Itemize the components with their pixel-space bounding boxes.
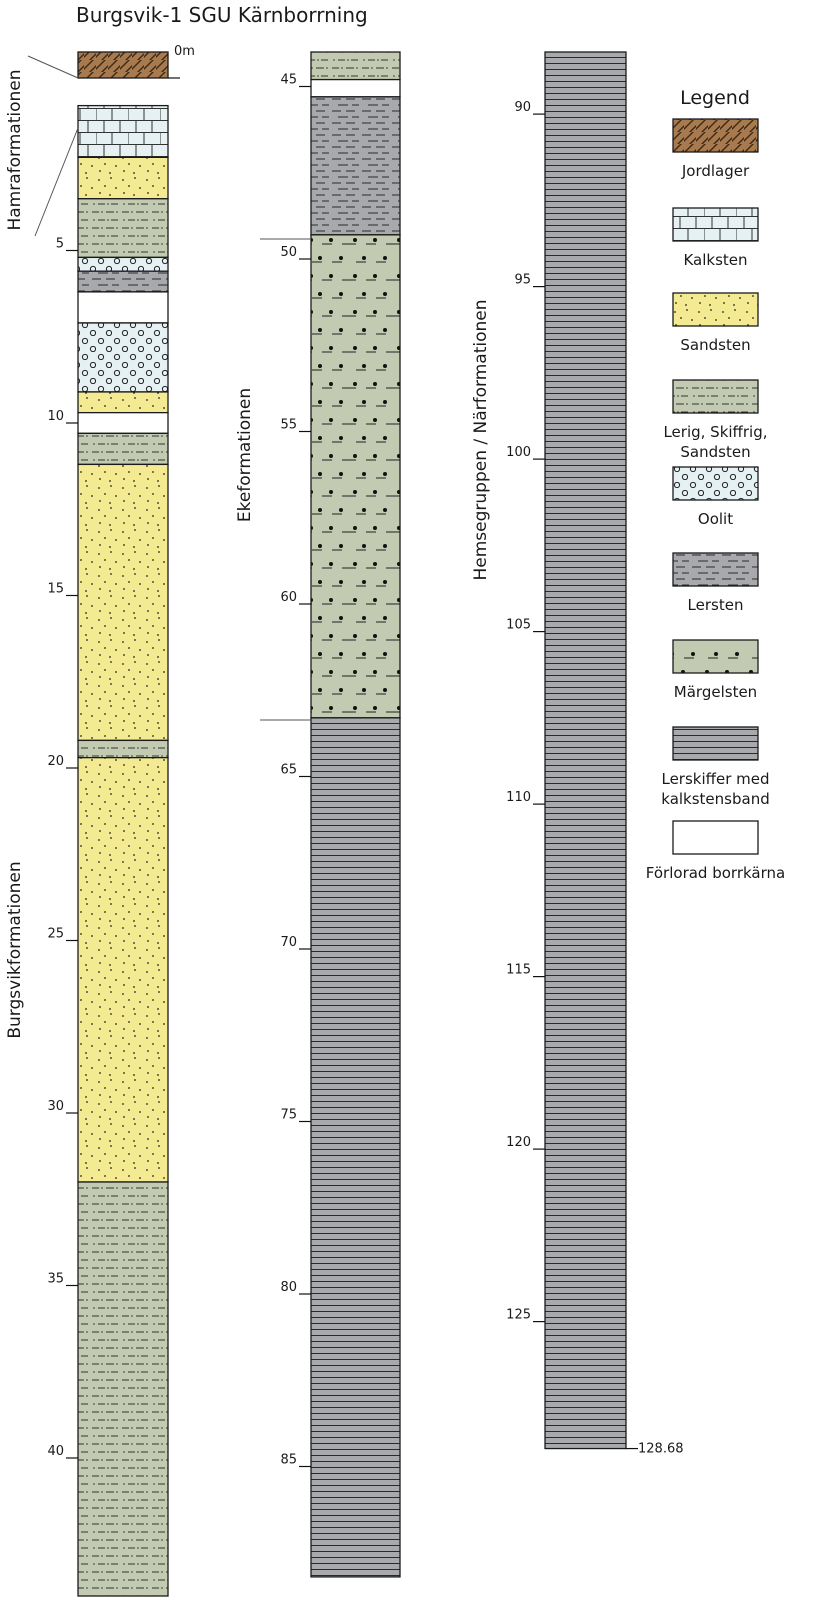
depth-tick-label: 95	[514, 272, 531, 288]
legend-swatch-lerskiffer	[673, 727, 758, 760]
legend-label-lerig: Lerig, Skiffrig,	[663, 423, 768, 441]
legend-label-lerskiffer: Lerskiffer med	[661, 770, 770, 788]
legend-label-lost: Förlorad borrkärna	[645, 864, 786, 882]
layer-sand	[78, 758, 168, 1182]
layer-lerig	[78, 740, 168, 757]
total-depth-label: 128.68	[638, 1441, 684, 1457]
depth-tick-label: 55	[280, 417, 297, 433]
core-columns	[78, 52, 626, 1596]
legend-label-oolit: Oolit	[697, 510, 734, 528]
surface-guide	[28, 56, 78, 78]
legend-swatch-sand	[673, 293, 758, 326]
layer-sand	[78, 157, 168, 198]
layer-lerskiffer	[311, 718, 400, 1577]
legend-swatch-lersten	[673, 553, 758, 586]
legend-label-lersten: Lersten	[687, 596, 744, 614]
layer-lost	[78, 413, 168, 434]
legend-swatch-kalk	[673, 208, 758, 241]
depth-tick-label: 80	[280, 1280, 297, 1295]
layer-oolit	[78, 257, 168, 271]
depth-tick-label: 15	[47, 581, 64, 597]
depth-tick-label: 60	[280, 590, 297, 605]
legend-label-sand: Sandsten	[680, 336, 751, 354]
layer-sand	[78, 464, 168, 740]
legend	[646, 87, 785, 882]
depth-tick-label: 50	[280, 245, 297, 260]
layer-oolit	[78, 323, 168, 392]
layer-kalk	[78, 106, 168, 158]
layer-lersten	[311, 97, 400, 235]
layer-lersten	[78, 271, 168, 292]
legend-swatch-lost	[673, 821, 758, 854]
legend-swatch-oolit	[673, 467, 758, 500]
depth-tick-label: 70	[280, 935, 297, 950]
legend-swatch-lerig	[673, 380, 758, 413]
legend-label-jord: Jordlager	[681, 162, 750, 180]
layer-margel	[311, 235, 400, 718]
legend-swatch-jord	[673, 119, 758, 152]
depth-tick-label: 65	[280, 762, 297, 778]
legend-label-lerig: Sandsten	[680, 443, 751, 461]
legend-label-kalk: Kalksten	[683, 251, 748, 269]
legend-label-lerskiffer: kalkstensband	[661, 790, 770, 808]
zero-depth-label: 0m	[174, 44, 195, 59]
depth-tick-label: 90	[514, 100, 531, 116]
depth-tick-label: 45	[280, 72, 297, 88]
layer-jord	[78, 52, 168, 78]
depth-tick-label: 40	[47, 1444, 64, 1459]
depth-tick-label: 125	[506, 1307, 531, 1323]
formation-label: Burgsvikformationen	[5, 861, 25, 1039]
formation-label: Hamraformationen	[5, 69, 25, 231]
layer-lost	[78, 292, 168, 323]
depth-tick-label: 85	[280, 1452, 297, 1468]
layer-lerig	[78, 433, 168, 464]
legend-heading: Legend	[680, 87, 750, 109]
formation-label: Ekeformationen	[235, 387, 255, 523]
layer-lost	[311, 80, 400, 97]
depth-tick-label: 75	[280, 1107, 297, 1123]
chart-title: Burgsvik-1 SGU Kärnborrning	[76, 3, 368, 27]
legend-label-margel: Märgelsten	[673, 683, 758, 701]
depth-tick-label: 35	[47, 1271, 64, 1287]
depth-tick-label: 20	[47, 754, 64, 769]
depth-tick-label: 10	[47, 409, 64, 424]
layer-lerig	[311, 52, 400, 80]
depth-tick-label: 5	[55, 236, 64, 252]
depth-tick-label: 115	[506, 962, 531, 978]
layer-sand	[78, 392, 168, 413]
layer-lerig	[78, 199, 168, 258]
formation-label: Hemsegruppen / Närformationen	[471, 299, 491, 581]
depth-tick-label: 120	[506, 1135, 531, 1151]
depth-tick-label: 30	[47, 1099, 64, 1114]
depth-tick-label: 110	[506, 790, 531, 806]
depth-tick-label: 105	[506, 617, 531, 633]
layer-lerig	[78, 1182, 168, 1596]
depth-tick-label: 100	[506, 445, 531, 461]
depth-tick-label: 25	[47, 926, 64, 942]
layer-lerskiffer	[545, 52, 626, 1449]
formation-boundary	[35, 128, 78, 236]
legend-swatch-margel	[673, 640, 758, 673]
